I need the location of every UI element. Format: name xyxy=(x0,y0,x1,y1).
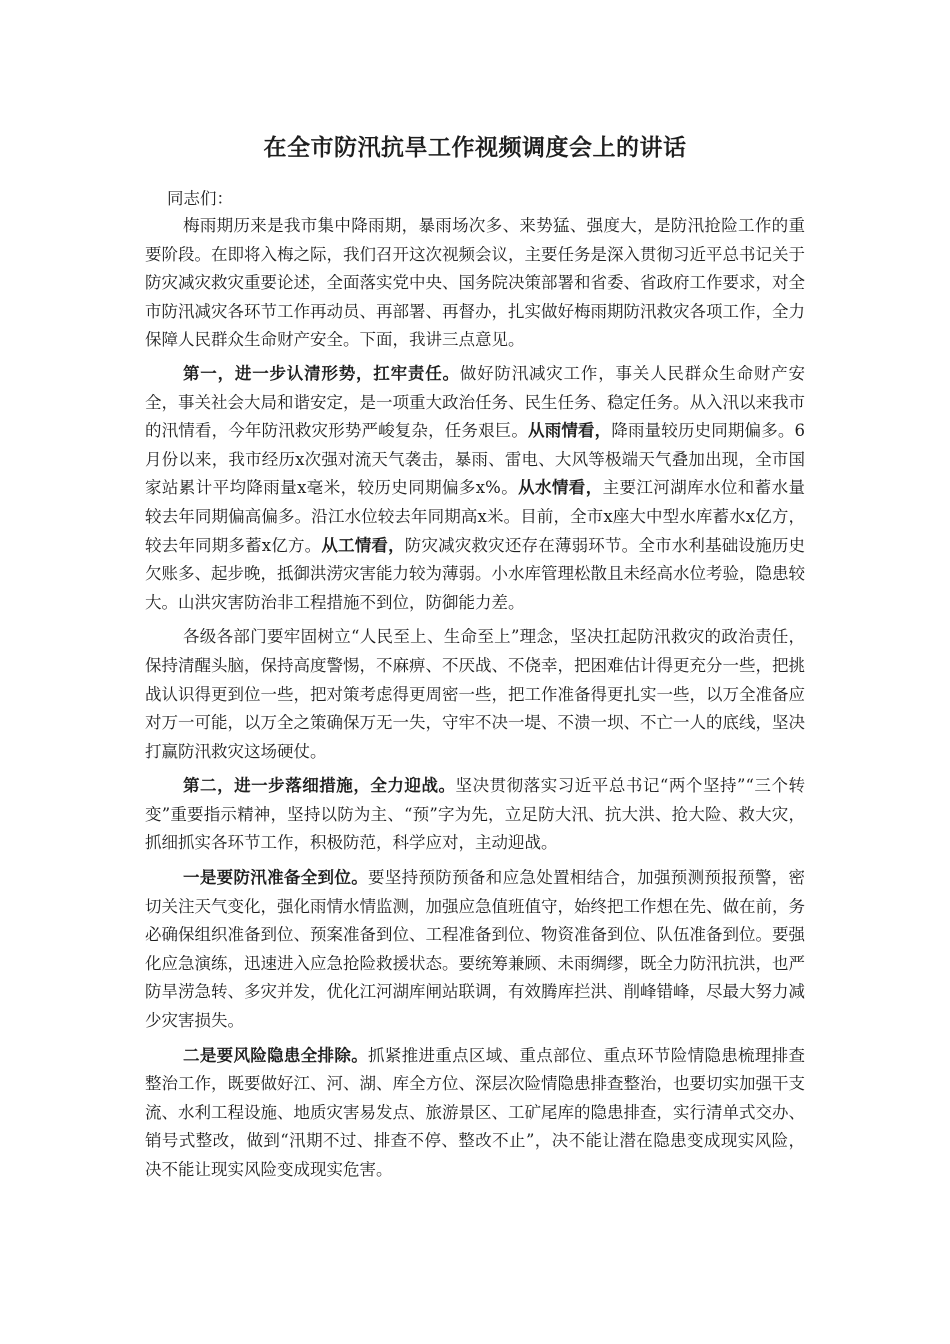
paragraph-lead: 一是要防汛准备全到位。 xyxy=(183,868,369,888)
paragraph-text: 要坚持预防预备和应急处置相结合，加强预测预报预警，密切关注天气变化，强化雨情水情监测，加强应急值班值守，始终把工作想在先、做在前，务必确保组织准备到位、预案准备到位、工程准备到位、物资准备到位、队伍准备到位。要强化应急演练，迅速进入应急抢险救援状态。要统筹兼顾、未雨绸缪，既全力防汛抗洪，也严防旱涝急转、多灾并发，优化江河湖库闸站联调，有效腾库拦洪、削峰错峰，尽最大努力减少灾害损失。 xyxy=(145,868,806,1031)
paragraph-text: 做好防汛减灾工作，事关人民群众生命财产安全，事关社会大局和谐安定，是一项重大政治任务、民生任务、稳定任务。从入汛以来我市的汛情看，今年防汛救灾形势严峻复杂，任务艰巨。 xyxy=(145,363,806,441)
paragraph-text: 坚决贯彻落实习近平总书记“两个坚持”“三个转变”重要指示精神，坚持以防为主、“预”字为先，立足防大汛、抗大洪、抢大险、救大灾，抓细抓实各环节工作，积极防范，科学应对，主动迎战。 xyxy=(145,776,805,853)
greeting: 同志们： xyxy=(167,189,233,208)
paragraph-text: 防灾减灾救灾还存在薄弱环节。全市水利基础设施历史欠账多、起步晚，抵御洪涝灾害能力较为薄弱。小水库管理松散且未经高水位考验，隐患较大。山洪灾害防治非工程措施不到位，防御能力差。 xyxy=(145,535,806,612)
paragraph-text: 各级各部门要牢固树立“人民至上、生命至上”理念，坚决扛起防汛救灾的政治责任，保持清醒头脑，保持高度警惕，不麻痹、不厌战、不侥幸，把困难估计得更充分一些，把挑战认识得更到位一些，把对策考虑得更周密一些，把工作准备得更扎实一些，以万全准备应对万一可能，以万全之策确保万无一失，守牢不决一堤、不溃一坝、不亡一人的底线，坚决打赢防汛救灾这场硬仗。 xyxy=(145,627,805,761)
document-title: 在全市防汛抗旱工作视频调度会上的讲话 xyxy=(263,135,687,161)
paragraph-lead: 第二，进一步落细措施，全力迎战。 xyxy=(183,776,456,796)
paragraph-point-one xyxy=(145,360,805,617)
paragraph-sublead-works: 从工情看， xyxy=(321,535,405,555)
paragraph-risk-elimination xyxy=(145,1042,805,1185)
document-body xyxy=(145,212,805,1191)
paragraph-sublead-water: 从水情看， xyxy=(518,478,603,498)
paragraph-preparation xyxy=(145,864,805,1036)
paragraph-sublead-rain: 从雨情看， xyxy=(528,421,612,441)
paragraph-text: 抓紧推进重点区域、重点部位、重点环节险情隐患梳理排查整治工作，既要做好江、河、湖、库全方位、深层次险情隐患排查整治，也要切实加强干支流、水利工程设施、地质灾害易发点、旅游景区、工矿尾库的隐患排查，实行清单式交办、销号式整改，做到“汛期不过、排查不停、整改不止”，决不能让潜在隐患变成现实风险，决不能让现实风险变成现实危害。 xyxy=(145,1045,806,1179)
paragraph-text: 降雨量较历史同期偏多。6月份以来，我市经历x次强对流天气袭击，暴雨、雷电、大风等极端天气叠加出现，全市国家站累计平均降雨量x毫米，较历史同期偏多x%。 xyxy=(145,421,806,498)
paragraph-text: 梅雨期历来是我市集中降雨期，暴雨场次多、来势猛、强度大，是防汛抢险工作的重要阶段。在即将入梅之际，我们召开这次视频会议，主要任务是深入贯彻习近平总书记关于防灾减灾救灾重要论述，全面落实党中央、国务院决策部署和省委、省政府工作要求，对全市防汛减灾各环节工作再动员、再部署、再督办，扎实做好梅雨期防汛救灾各项工作，全力保障人民群众生命财产安全。下面，我讲三点意见。 xyxy=(145,216,805,350)
paragraph-point-two xyxy=(145,772,805,858)
paragraph-lead: 二是要风险隐患全排除。 xyxy=(183,1045,369,1065)
paragraph-responsibility xyxy=(145,623,805,766)
paragraph-lead: 第一，进一步认清形势，扛牢责任。 xyxy=(183,363,460,383)
paragraph-text: 主要江河湖库水位和蓄水量较去年同期偏高偏多。沿江水位较去年同期高x米。目前，全市x座大中型水库蓄水x亿方，较去年同期多蓄x亿方。 xyxy=(145,478,806,555)
paragraph-intro xyxy=(145,212,805,355)
